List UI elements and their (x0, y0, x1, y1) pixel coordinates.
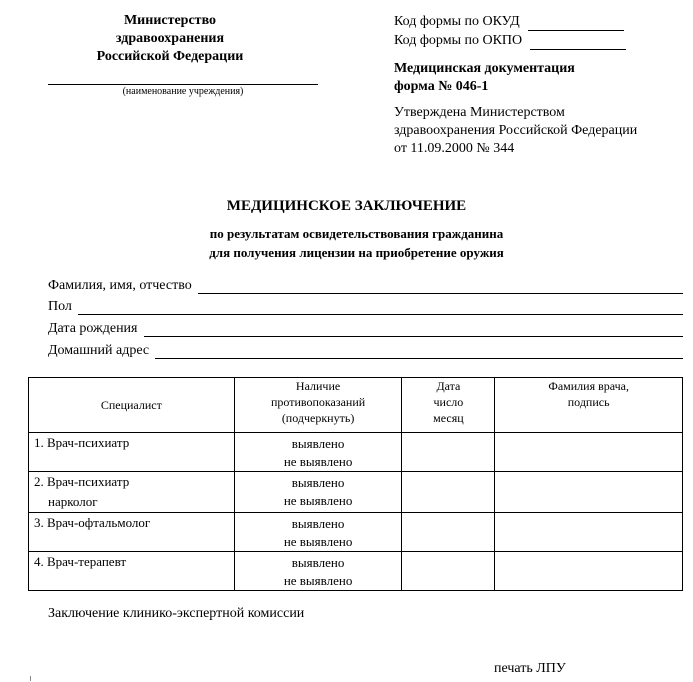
sex-input-line[interactable] (78, 302, 683, 315)
status-not-found[interactable]: не выявлено (283, 493, 353, 508)
specialist-name-cont: нарколог (48, 494, 98, 509)
approved-line-2: здравоохранения Российской Федерации (394, 123, 638, 138)
specialist-name: 1. Врач-психиатр (34, 435, 130, 450)
specialist-cell (29, 472, 235, 513)
specialist-cell (29, 513, 235, 552)
commission-conclusion: Заключение клинико-экспертной комиссии (48, 606, 305, 621)
ministry-line-1: Министерство (123, 13, 217, 28)
status-found[interactable]: выявлено (291, 436, 345, 451)
specialist-name: 2. Врач-психиатр (34, 474, 130, 489)
doctor-cell[interactable] (495, 552, 683, 591)
status-found[interactable]: выявлено (291, 555, 345, 570)
approval-note (394, 104, 637, 158)
document-title: МЕДИЦИНСКОЕ ЗАКЛЮЧЕНИЕ (226, 198, 467, 214)
doctor-cell[interactable] (495, 472, 683, 513)
document-subtitle (0, 224, 693, 262)
sex-label: Пол (48, 299, 72, 314)
medical-documentation (394, 60, 575, 96)
header-doctor-line-2: подпись (567, 395, 610, 409)
header-date-line-2: число (433, 395, 464, 409)
table-header-row (29, 378, 683, 433)
status-not-found[interactable]: не выявлено (283, 454, 353, 469)
okud-field[interactable] (528, 16, 624, 31)
table-row (29, 513, 683, 552)
institution-name-line (48, 84, 318, 85)
date-cell[interactable] (402, 433, 495, 472)
okpo-label: Код формы по ОКПО (394, 33, 523, 48)
ministry-block (70, 12, 270, 66)
fio-field-row (48, 276, 683, 294)
form-codes (394, 12, 626, 50)
address-field-row (48, 341, 683, 359)
meddoc-line-1: Медицинская документация (394, 61, 575, 76)
specialist-name: 4. Врач-терапевт (34, 554, 127, 569)
status-cell[interactable] (234, 513, 402, 552)
dob-label: Дата рождения (48, 321, 138, 336)
header-date-line-3: месяц (433, 411, 464, 425)
doctor-cell[interactable] (495, 433, 683, 472)
okud-label: Код формы по ОКУД (394, 14, 520, 29)
header-contra-line-1: Наличие (295, 379, 341, 393)
subtitle-line-1: по результатам освидетельствования гражданина (209, 226, 504, 241)
status-found[interactable]: выявлено (291, 475, 345, 490)
specialist-name: 3. Врач-офтальмолог (34, 515, 151, 530)
okpo-field[interactable] (530, 35, 626, 50)
date-cell[interactable] (402, 472, 495, 513)
ministry-line-2: здравоохранения (115, 31, 225, 46)
subtitle-line-2: для получения лицензии на приобретение оружия (209, 245, 504, 260)
address-input-line[interactable] (155, 346, 683, 359)
header-contraindications (234, 378, 402, 433)
header-specialist: Специалист (29, 378, 235, 433)
table-row (29, 552, 683, 591)
header-date-line-1: Дата (436, 379, 461, 393)
approved-line-1: Утверждена Министерством (394, 105, 565, 120)
date-cell[interactable] (402, 513, 495, 552)
page-edge-mark (30, 676, 31, 681)
specialist-cell (29, 552, 235, 591)
table-row (29, 433, 683, 472)
stamp-label: печать ЛПУ (494, 661, 566, 676)
approved-line-3: от 11.09.2000 № 344 (394, 141, 515, 156)
sex-field-row (48, 297, 683, 315)
status-cell[interactable] (234, 472, 402, 513)
okud-row (394, 12, 626, 31)
doctor-cell[interactable] (495, 513, 683, 552)
ministry-line-3: Российской Федерации (96, 49, 244, 64)
okpo-row (394, 31, 626, 50)
status-found[interactable]: выявлено (291, 516, 345, 531)
form-number: форма № 046-1 (394, 79, 489, 94)
header-contra-line-3: (подчеркнуть) (281, 411, 355, 425)
specialist-cell (29, 433, 235, 472)
header-contra-line-2: противопоказаний (270, 395, 366, 409)
fio-label: Фамилия, имя, отчество (48, 278, 192, 293)
status-cell[interactable] (234, 552, 402, 591)
status-cell[interactable] (234, 433, 402, 472)
dob-input-line[interactable] (144, 324, 684, 337)
specialists-table (28, 377, 683, 591)
header-doctor-line-1: Фамилия врача, (548, 379, 629, 393)
address-label: Домашний адрес (48, 343, 150, 358)
table-row (29, 472, 683, 513)
fio-input-line[interactable] (198, 281, 683, 294)
dob-field-row (48, 319, 683, 337)
date-cell[interactable] (402, 552, 495, 591)
institution-caption: (наименование учреждения) (122, 86, 244, 97)
header-doctor (495, 378, 683, 433)
status-not-found[interactable]: не выявлено (283, 573, 353, 588)
header-date (402, 378, 495, 433)
status-not-found[interactable]: не выявлено (283, 534, 353, 549)
